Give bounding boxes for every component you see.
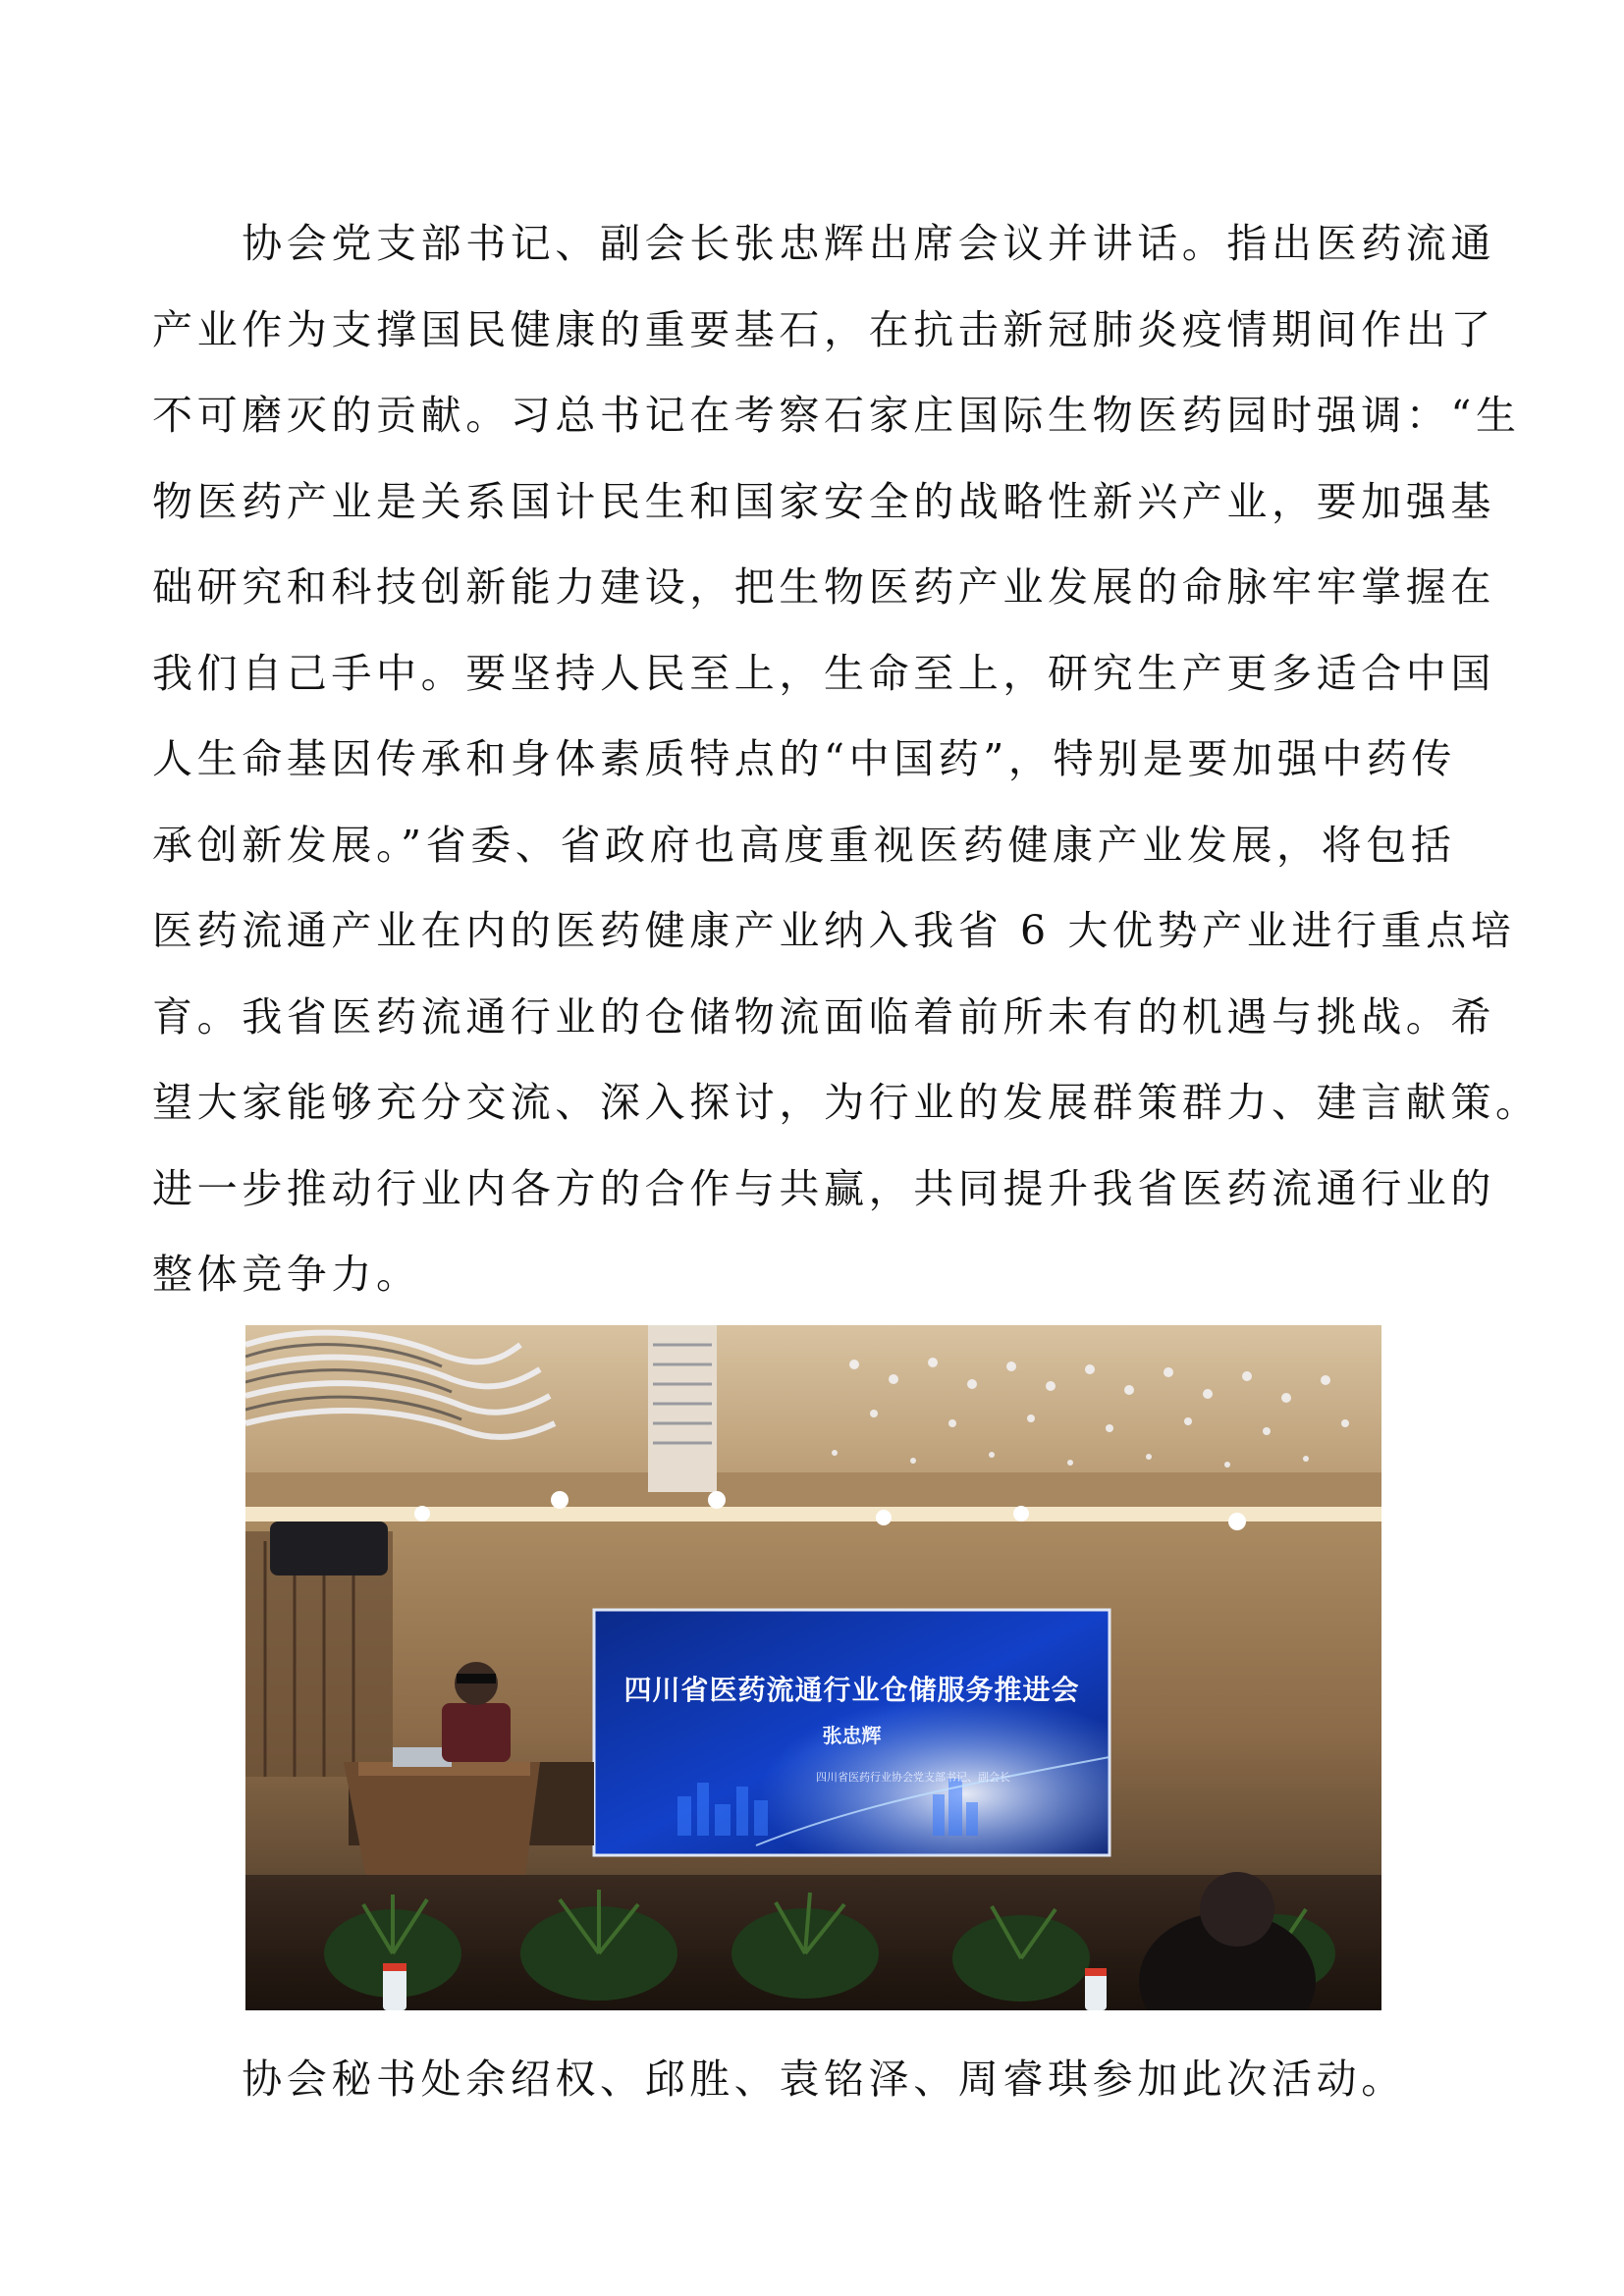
paragraph-line: 产业作为支撑国民健康的重要基石，在抗击新冠肺炎疫情期间作出了 — [152, 305, 1495, 353]
paragraph-line: 不可磨灭的贡献。习总书记在考察石家庄国际生物医药园时强调：“生 — [152, 392, 1521, 439]
paragraph-line: 础研究和科技创新能力建设，把生物医药产业发展的命脉牢牢掌握在 — [152, 563, 1495, 611]
paragraph-line: 协会党支部书记、副会长张忠辉出席会议并讲话。指出医药流通 — [152, 220, 1495, 267]
paragraph-line: 人生命基因传承和身体素质特点的“中国药”，特别是要加强中药传 — [152, 735, 1456, 782]
paragraph-line: 进一步推动行业内各方的合作与共赢，共同提升我省医药流通行业的 — [152, 1164, 1495, 1212]
screen-speaker-name: 张忠辉 — [822, 1724, 882, 1747]
screen-speaker-title: 四川省医药行业协会党支部书记、副会长 — [816, 1771, 1010, 1784]
paragraph-line: 我们自己手中。要坚持人民至上，生命至上，研究生产更多适合中国 — [152, 649, 1495, 697]
body-paragraph-speech — [152, 201, 1541, 1318]
conference-photo-illustration — [245, 1325, 1381, 2010]
screen-title: 四川省医药流通行业仓储服务推进会 — [623, 1674, 1080, 1706]
paragraph-line: 整体竞争力。 — [152, 1251, 421, 1298]
paragraph-line: 协会秘书处余绍权、邱胜、袁铭泽、周睿琪参加此次活动。 — [152, 2056, 1406, 2103]
paragraph-line: 育。我省医药流通行业的仓储物流面临着前所未有的机遇与挑战。希 — [152, 992, 1495, 1041]
body-paragraph-attendees — [152, 2037, 1483, 2123]
paragraph-line: 承创新发展。”省委、省政府也高度重视医药健康产业发展，将包括 — [152, 821, 1456, 869]
paragraph-line: 物医药产业是关系国计民生和国家安全的战略性新兴产业，要加强基 — [152, 477, 1495, 525]
conference-photo — [245, 1325, 1381, 2010]
paragraph-line: 望大家能够充分交流、深入探讨，为行业的发展群策群力、建言献策。 — [152, 1079, 1541, 1126]
paragraph-line: 医药流通产业在内的医药健康产业纳入我省 6 大优势产业进行重点培 — [152, 907, 1516, 954]
